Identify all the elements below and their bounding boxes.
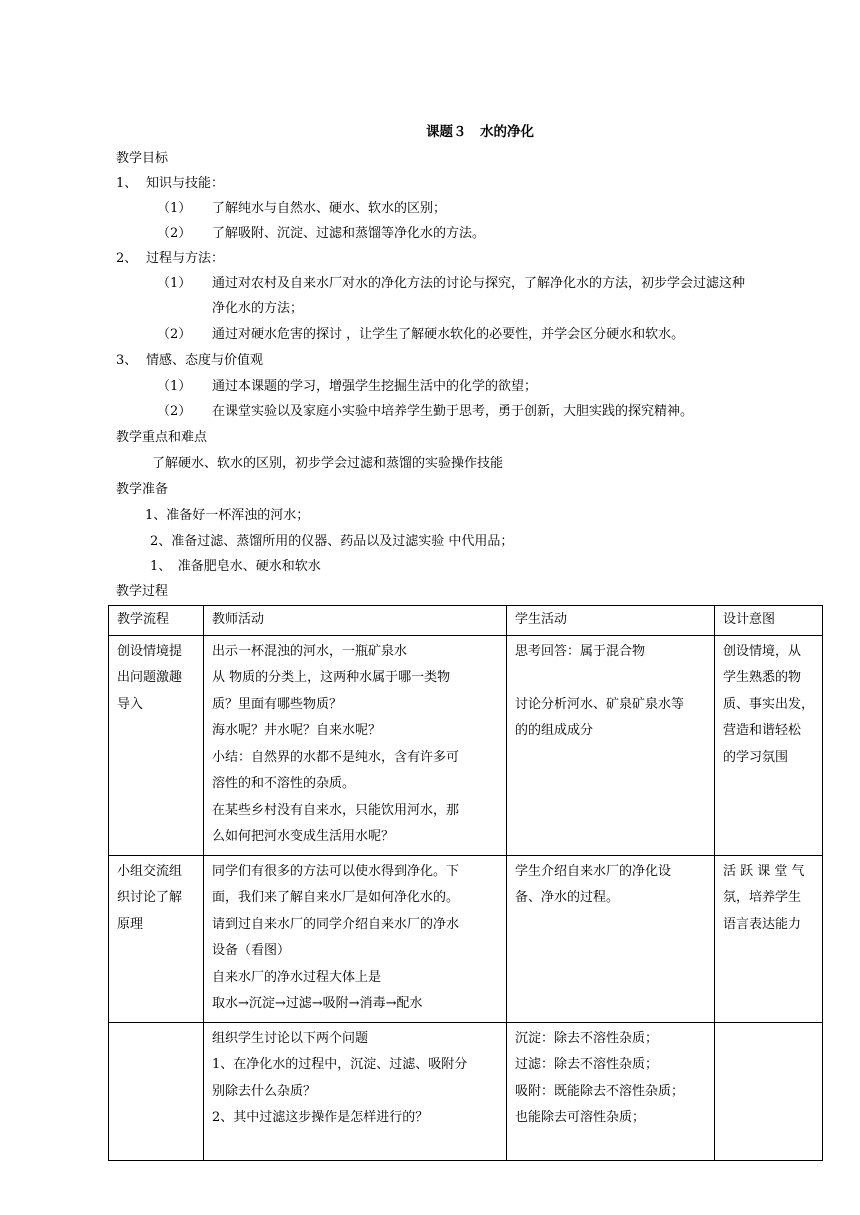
objective-section-2	[116, 250, 224, 268]
key-points-text: 了解硬水、软水的区别，初步学会过滤和蒸馏的实验操作技能	[152, 456, 504, 471]
teaching-process-table	[108, 605, 823, 1161]
objective-section-3	[116, 352, 263, 370]
section-label: 过程与方法：	[146, 251, 225, 266]
teacher-activity-cell: 出示一杯混浊的河水，一瓶矿泉水 从 物质的分类上，这两种水属于哪一类物 质？里面有哪些物质？ 海水呢？井水呢？自来水呢？ 小结：自然界的水都不是纯水，含有许多可 溶性的和不溶性的杂质。 在某些乡村没有自来水，只能饮用河水，那 么如何把河水变成生活用水呢？	[204, 635, 507, 855]
design-intent-cell: 活 跃 课 堂 气 氛，培养学生 语言表达能力	[715, 855, 823, 1022]
lesson-title: 课题３ 水的净化	[426, 124, 534, 140]
key-points-heading: 教学重点和难点	[116, 430, 208, 445]
item-text: 在课堂实验以及家庭小实验中培养学生勤于思考，勇于创新，大胆实践的探究精神。	[212, 404, 694, 419]
section-label: 知识与技能：	[146, 176, 225, 191]
preparation-item: 1、准备好一杯浑浊的河水；	[145, 508, 310, 523]
item-text: 了解纯水与自然水、硬水、软水的区别；	[212, 201, 447, 216]
preparation-heading: 教学准备	[116, 482, 169, 497]
stage-cell: 小组交流组 织讨论了解 原理	[109, 855, 204, 1022]
stage-cell	[109, 1022, 204, 1160]
process-heading: 教学过程	[116, 584, 169, 599]
item-number: （2）	[157, 226, 192, 241]
item-text: 通过对农村及自来水厂对水的净化方法的讨论与探究，了解净化水的方法，初步学会过滤这种	[212, 276, 746, 291]
column-header: 教师活动	[204, 606, 507, 636]
objective-item	[157, 378, 537, 396]
column-header: 教学流程	[109, 606, 204, 636]
section-number: 3、	[116, 353, 138, 368]
item-number: （1）	[157, 276, 192, 291]
section-number: 2、	[116, 251, 138, 266]
item-number: （2）	[157, 327, 192, 342]
objective-section-1	[116, 175, 224, 193]
preparation-item: 2、准备过滤、蒸馏所用的仪器、药品以及过滤实验 中代用品；	[150, 534, 514, 549]
objective-item	[157, 225, 485, 243]
objective-item	[157, 326, 684, 344]
student-activity-cell: 沉淀：除去不溶性杂质； 过滤：除去不溶性杂质； 吸附：既能除去不溶性杂质； 也能除去可溶性杂质；	[507, 1022, 715, 1160]
item-number: （1）	[157, 201, 192, 216]
table-row	[109, 635, 823, 855]
column-header: 设计意图	[715, 606, 823, 636]
item-number: （2）	[157, 404, 192, 419]
objective-item	[157, 403, 693, 421]
design-intent-cell: 创设情境，从 学生熟悉的物 质、事实出发， 营造和谐轻松 的学习氛围	[715, 635, 823, 855]
design-intent-cell	[715, 1022, 823, 1160]
table-row	[109, 1022, 823, 1160]
section-label: 情感、态度与价值观	[146, 353, 264, 368]
table-row	[109, 855, 823, 1022]
objective-item	[157, 200, 446, 218]
objective-item	[157, 275, 745, 293]
objective-item-continuation: 净化水的方法；	[212, 301, 304, 316]
item-text: 通过对硬水危害的探讨 ，让学生了解硬水软化的必要性，并学会区分硬水和软水。	[212, 327, 685, 342]
preparation-item: 1、 准备肥皂水、硬水和软水	[150, 559, 321, 574]
student-activity-cell: 思考回答：属于混合物 讨论分析河水、矿泉矿泉水等 的的组成成分	[507, 635, 715, 855]
teacher-activity-cell: 同学们有很多的方法可以使水得到净化。下 面，我们来了解自来水厂是如何净化水的。 请到过自来水厂的同学介绍自来水厂的净水 设备（看图） 自来水厂的净水过程大体上是 取水→沉淀→过滤→吸附→消毒→配水	[204, 855, 507, 1022]
student-activity-cell: 学生介绍自来水厂的净化设 备、净水的过程。	[507, 855, 715, 1022]
item-text: 了解吸附、沉淀、过滤和蒸馏等净化水的方法。	[212, 226, 486, 241]
stage-cell: 创设情境提 出问题激趣 导入	[109, 635, 204, 855]
teacher-activity-cell: 组织学生讨论以下两个问题 1、在净化水的过程中，沉淀、过滤、吸附分 别除去什么杂质？ 2、其中过滤这步操作是怎样进行的？	[204, 1022, 507, 1160]
item-text: 通过本课题的学习，增强学生挖掘生活中的化学的欲望；	[212, 379, 538, 394]
table-header-row	[109, 606, 823, 636]
objectives-heading: 教学目标	[116, 151, 169, 166]
item-number: （1）	[157, 379, 192, 394]
section-number: 1、	[116, 176, 138, 191]
column-header: 学生活动	[507, 606, 715, 636]
